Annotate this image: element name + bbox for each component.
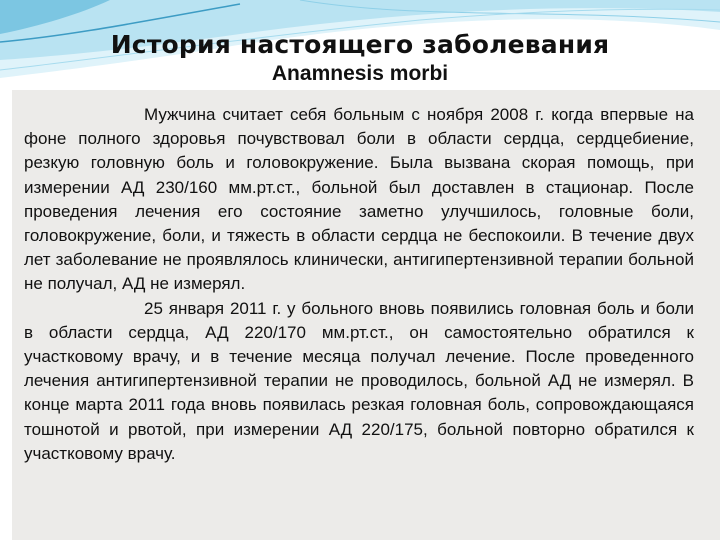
anamnesis-text (24, 103, 694, 466)
slide-title: История настоящего заболевания (110, 30, 610, 59)
paragraph-first-episode: Мужчина считает себя больным с ноября 2008 г. когда впервые на фоне полного здоровья почувствовал боли в области сердца, сердцебиение, резкую головную боль и головокружение. Была вызвана скорая помощь, при измерении АД 230/160 мм.рт.ст., больной был доставлен в стационар. После проведения лечения его состояние заметно улучшилось, головные боли, головокружение, боли, и тяжесть в области сердца не беспокоили. В течение двух лет заболевание не проявлялось клинически, антигипертензивной терапии больной не получал, АД не измерял. (24, 105, 694, 294)
slide-subtitle: Anamnesis morbi (271, 62, 449, 85)
paragraph-second-episode: 25 января 2011 г. у больного вновь появились головная боль и боли в области сердца, АД 220/170 мм.рт.ст., он самостоятельно обратился к участковому врачу, и в течение месяца получал лечение. После проведенного лечения антигипертензивной терапии не проводилось, больной АД не измерял. В конце марта 2011 года вновь появилась резкая головная боль, сопровождающаяся тошнотой и рвотой, при измерении АД 220/175, больной повторно обратился к участковому врачу. (24, 298, 694, 463)
